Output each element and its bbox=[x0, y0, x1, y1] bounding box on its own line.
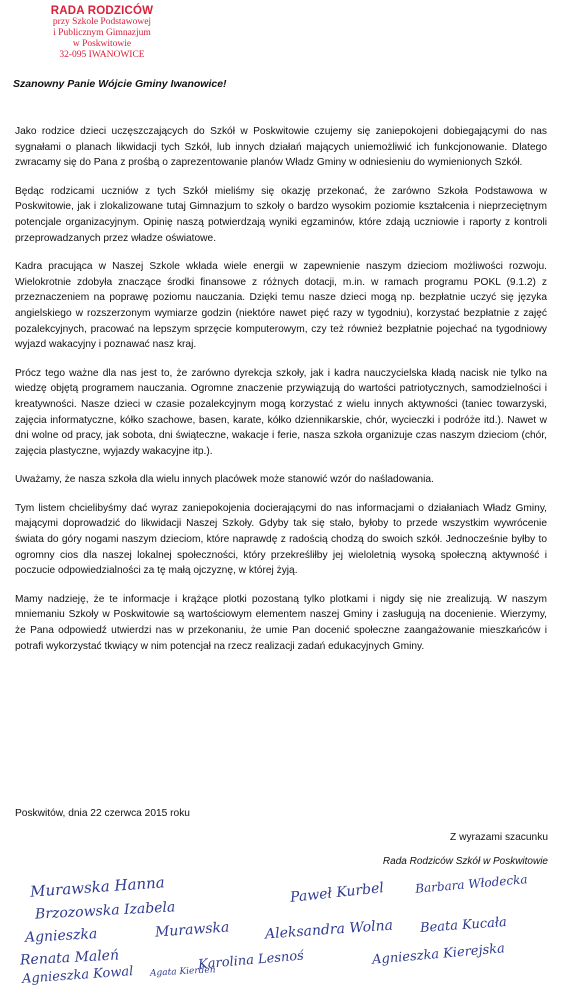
place-date: Poskwitów, dnia 22 czerwca 2015 roku bbox=[15, 808, 190, 819]
paragraph: Mamy nadzieję, że te informacje i krążące plotki pozostaną tylko plotkami i nigdy się nie zrealizują. W naszym mniemaniu Szkoły w Poskwitowie są wartościowym elementem naszej Gminy i zasługują na docenienie. Wierzymy, że Pana odpowiedź utwierdzi nas w przekonaniu, że umie Pan docenić społeczne zaangażowanie mieszkańców i potrafi wykorzystać tkwiący w nim potencjał na rzecz realizacji zadań edukacyjnych Gminy. bbox=[15, 593, 547, 652]
stamp-line: 32-095 IWANOWICE bbox=[59, 50, 145, 60]
letter-body bbox=[15, 124, 547, 667]
closing: Z wyrazami szacunku bbox=[450, 832, 548, 843]
paragraph: Będąc rodzicami uczniów z tych Szkół mieliśmy się okazję przekonać, że zarówno Szkoła Podstawowa w Poskwitowie, jak i zlokalizowane tutaj Gimnazjum to szkoły o bardzo wysokim poziomie kształcenia i nieprzeciętnym potencjale organizacyjnym. Opinię naszą potwierdzają wyniki egzaminów, które zdają uczniowie i raporty z kontroli przeprowadzanych przez władze oświatowe. bbox=[15, 185, 547, 244]
signature: Renata Maleń bbox=[19, 947, 120, 969]
stamp-line: i Publicznym Gimnazjum bbox=[53, 28, 151, 38]
stamp-line: w Poskwitowie bbox=[72, 39, 132, 49]
signature: Murawska bbox=[154, 919, 230, 941]
signature: Paweł Kurbel bbox=[289, 880, 385, 906]
signature: Agnieszka bbox=[24, 926, 98, 946]
stamp-org: RADA RODZICÓW bbox=[50, 5, 154, 17]
stamp-line: przy Szkole Podstawowej bbox=[52, 17, 152, 27]
council-stamp bbox=[22, 6, 182, 61]
paragraph: Prócz tego ważne dla nas jest to, że zarówno dyrekcja szkoły, jak i kadra nauczycielska kładą nacisk nie tylko na wiedzę objętą programem nauczania. Ogromne znaczenie przywiązują do wartości patriotycznych, samodzielności i kreatywności. Nasze dzieci w czasie pozalekcyjnym mogą korzystać z wielu innych aktywności (taniec towarzyski, zajęcia informatyczne, kółko szachowe, basen, karate, kółko dziennikarskie, chór, wycieczki i podróże itd.). Nawet w dni wolne od pracy, jak sobota, dni świąteczne, wakacje i ferie, nasza szkoła organizuje czas naszym dzieciom (chór, zajęcia plastyczne, wyjazdy wakacyjne itp.). bbox=[15, 367, 547, 457]
signature: Beata Kucała bbox=[419, 914, 508, 937]
paragraph: Kadra pracująca w Naszej Szkole wkłada wiele energii w zapewnienie naszym dzieciom możliwości rozwoju. Wielokrotnie zdobyła znaczące środki finansowe z różnych dotacji, m.in. w ramach programu POKL (9.1.2) z przeznaczeniem na poprawę poziomu nauczania. Dzięki temu nasze dzieci mogą np. bezpłatnie uczyć się języka angielskiego w rozszerzonym wymiarze godzin (niektóre nawet pięć razy w tygodniu), korzystać bezpłatnie z zajęć pozalekcyjnych, pracować na lepszym sprzęcie komputerowym, czy też również bezpłatnie pojechać na tygodniowy wyjazd wakacyjny i poznawać nasz kraj. bbox=[15, 261, 547, 351]
paragraph: Jako rodzice dzieci uczęszczających do Szkół w Poskwitowie czujemy się zaniepokojeni dobiegającymi do nas sygnałami o planach likwidacji tych Szkół, lub innych działań mających uniemożliwić ich funkcjonowanie. Dlatego zwracamy się do Pana z prośbą o zaprezentowanie planów Władz Gminy w odniesieniu do wymienionych Szkół. bbox=[15, 126, 547, 169]
signature: Murawska Hanna bbox=[29, 873, 166, 901]
paragraph: Uważamy, że nasza szkoła dla wielu innych placówek może stanowić wzór do naśladowania. bbox=[15, 474, 434, 486]
council-name: Rada Rodziców Szkół w Poskwitowie bbox=[382, 856, 548, 867]
salutation: Szanowny Panie Wójcie Gminy Iwanowice! bbox=[13, 78, 227, 90]
signature: Agnieszka Kierejska bbox=[371, 941, 506, 968]
paragraph: Tym listem chcielibyśmy dać wyraz zaniepokojenia docierającymi do nas informacjami o działaniach Władz Gminy, mającymi doprowadzić do likwidacji Naszej Szkoły. Gdyby tak się stało, byłoby to przede wszystkim wywrócenie świata do góry nogami naszym dzieciom, które naprawdę z radością chodzą do swoich szkół. Jednocześnie byłby to ogromny cios dla naszej lokalnej społeczności, który przekreśliłby jej wieloletnią wysoką społeczną aktywność i poczucie odpowiedzialności za tę małą ojczyznę, w której żyją. bbox=[15, 502, 547, 577]
signature: Aleksandra Wolna bbox=[264, 917, 394, 943]
signature: Karolina Lesnoś bbox=[197, 948, 305, 973]
signature: Barbara Włodecka bbox=[414, 872, 529, 896]
signature: Agata Kierdeń bbox=[149, 965, 216, 979]
signature: Brzozowska Izabela bbox=[34, 899, 176, 923]
signature: Agnieszka Kowal bbox=[21, 964, 134, 987]
